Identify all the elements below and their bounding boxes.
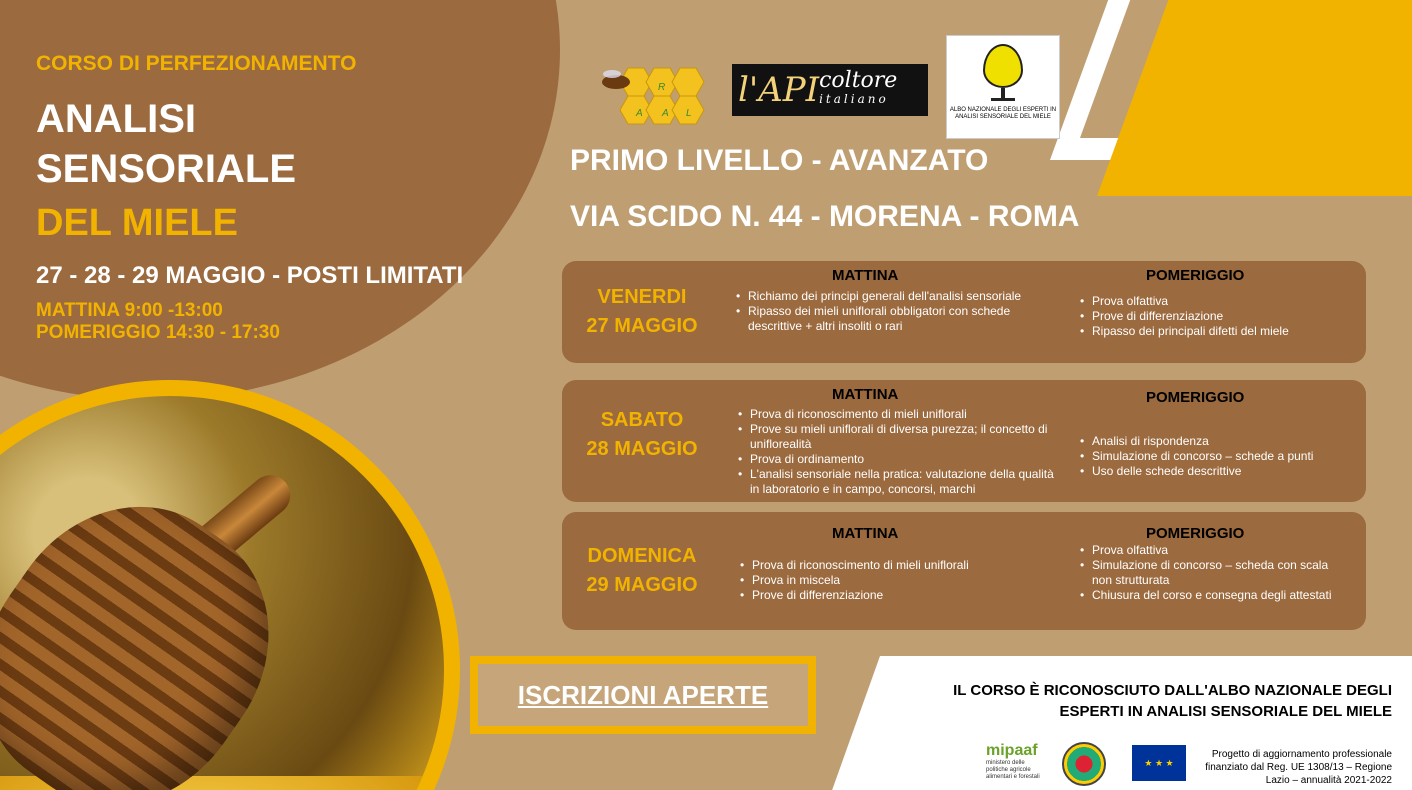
list-item: • Prova di riconoscimento di mieli uniflorali xyxy=(740,558,1040,573)
course-level: PRIMO LIVELLO - AVANZATO xyxy=(570,144,989,177)
list-item: • Ripasso dei mieli uniflorali obbligatori con schede descrittive + altri insoliti o rari xyxy=(736,304,1036,334)
svg-text:R: R xyxy=(658,82,666,93)
day-panel-friday xyxy=(562,261,1366,363)
list-item: • Ripasso dei principali difetti del miele xyxy=(1080,324,1360,339)
afternoon-hours: POMERIGGIO 14:30 - 17:30 xyxy=(36,322,280,343)
honey-drop-icon xyxy=(983,44,1023,88)
afternoon-list xyxy=(1080,294,1360,339)
list-item: • Prove di differenziazione xyxy=(740,588,1040,603)
course-address: VIA SCIDO N. 44 - MORENA - ROMA xyxy=(570,200,1080,233)
api-logo-text: l'API xyxy=(738,70,820,110)
afternoon-header: POMERIGGIO xyxy=(1146,389,1245,406)
list-item: • Prova olfattiva xyxy=(1080,294,1360,309)
morning-list xyxy=(738,407,1054,497)
day-label: DOMENICA 29 MAGGIO xyxy=(586,545,698,596)
afternoon-list xyxy=(1080,434,1360,479)
list-item: • Simulazione di concorso – scheda con scala non strutturata xyxy=(1080,558,1350,588)
list-item: • Analisi di rispondenza xyxy=(1080,434,1360,449)
list-item: • Prova in miscela xyxy=(740,573,1040,588)
mipaaf-logo: mipaaf ministero delle politiche agricole alimentari e forestali xyxy=(986,742,1040,780)
eu-flag-icon: ★ ★ ★ xyxy=(1132,745,1186,781)
title-line-3: DEL MIELE xyxy=(36,202,238,244)
afternoon-header: POMERIGGIO xyxy=(1146,525,1245,542)
project-funding-text: Progetto di aggiornamento professionale finanziato dal Reg. UE 1308/13 – Regione Lazio – annualità 2021-2022 xyxy=(1205,749,1392,786)
morning-header: MATTINA xyxy=(832,267,899,284)
list-item: • Prova di ordinamento xyxy=(738,452,1054,467)
course-type: CORSO DI PERFEZIONAMENTO xyxy=(36,52,357,75)
svg-text:A: A xyxy=(662,108,669,119)
svg-text:L: L xyxy=(686,108,692,119)
morning-hours: MATTINA 9:00 -13:00 xyxy=(36,300,223,321)
list-item: • Uso delle schede descrittive xyxy=(1080,464,1360,479)
lazio-region-emblem xyxy=(1062,742,1106,786)
day-label: SABATO 28 MAGGIO xyxy=(586,409,698,460)
list-item: • Prova olfattiva xyxy=(1080,543,1350,558)
list-item: • Richiamo dei principi generali dell'analisi sensoriale xyxy=(736,289,1036,304)
day-panel-sunday xyxy=(562,512,1366,630)
list-item: • L'analisi sensoriale nella pratica: valutazione della qualità in laboratorio e in campo, concorsi, marchi xyxy=(738,467,1054,497)
albo-logo-text: ALBO NAZIONALE DEGLI ESPERTI IN ANALISI SENSORIALE DEL MIELE xyxy=(949,107,1057,120)
recognition-text: IL CORSO È RICONOSCIUTO DALL'ALBO NAZIONALE DEGLI ESPERTI IN ANALISI SENSORIALE DEL MIELE xyxy=(953,682,1392,720)
morning-header: MATTINA xyxy=(832,525,899,542)
list-item: • Prove di differenziazione xyxy=(1080,309,1360,324)
morning-header: MATTINA xyxy=(832,386,899,403)
list-item: • Simulazione di concorso – schede a punti xyxy=(1080,449,1360,464)
list-item: • Prova di riconoscimento di mieli uniflorali xyxy=(738,407,1054,422)
morning-list xyxy=(740,558,1040,603)
list-item: • Chiusura del corso e consegna degli attestati xyxy=(1080,588,1350,603)
morning-list xyxy=(736,289,1036,334)
afternoon-header: POMERIGGIO xyxy=(1146,267,1245,284)
afternoon-list xyxy=(1080,543,1350,603)
aral-logo xyxy=(598,58,708,130)
list-item: • Prove su mieli uniflorali di diversa purezza; il concetto di uniflorealità xyxy=(738,422,1054,452)
title-line-1: ANALISI xyxy=(36,97,196,141)
course-hours xyxy=(36,300,280,344)
honey-dipper-image xyxy=(0,380,460,790)
api-logo-text-3: italiano xyxy=(819,92,889,106)
day-panel-saturday xyxy=(562,380,1366,502)
albo-logo xyxy=(946,35,1060,139)
day-label: VENERDI 27 MAGGIO xyxy=(586,286,698,337)
course-dates: 27 - 28 - 29 MAGGIO - POSTI LIMITATI xyxy=(36,262,464,289)
title-line-2: SENSORIALE xyxy=(36,147,297,191)
api-logo-text-2: coltore xyxy=(819,68,898,93)
registration-banner[interactable] xyxy=(470,656,816,734)
apicoltore-logo xyxy=(732,64,928,116)
registration-link[interactable]: ISCRIZIONI APERTE xyxy=(517,679,769,710)
page-title xyxy=(36,94,296,194)
svg-text:A: A xyxy=(636,108,643,119)
